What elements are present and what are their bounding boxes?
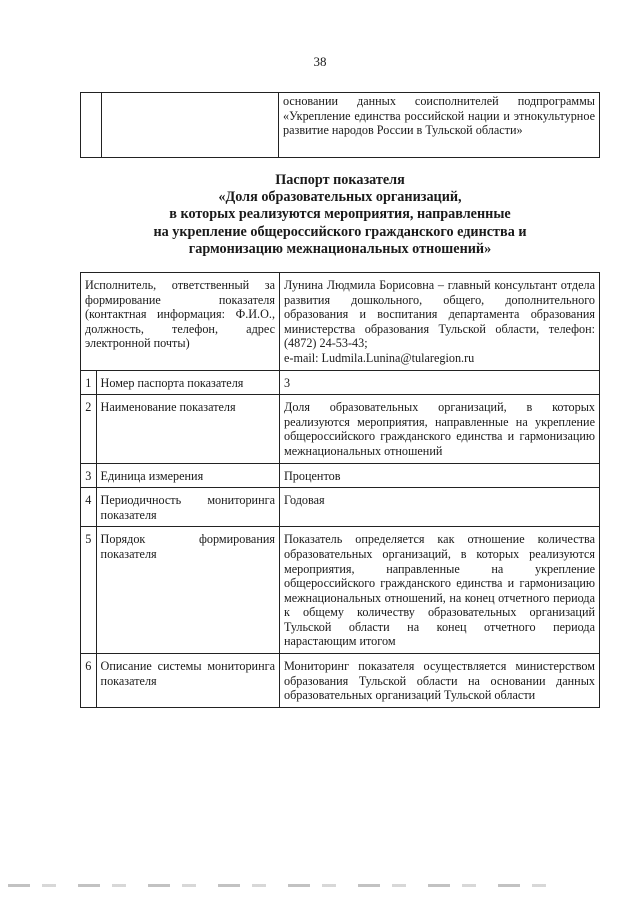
table-row	[81, 370, 600, 395]
passport-title-line: на укрепление общероссийского гражданского единства и	[153, 223, 527, 240]
passport-table	[80, 272, 600, 708]
table-row	[81, 488, 600, 527]
executor-value	[280, 273, 600, 371]
row-value: Процентов	[280, 463, 600, 488]
table-row	[81, 527, 600, 654]
row-number: 5	[81, 527, 97, 654]
continued-label-cell	[102, 93, 279, 158]
passport-title-line: гармонизацию межнациональных отношений»	[188, 240, 492, 257]
row-number: 3	[81, 463, 97, 488]
row-label: Наименование показателя	[96, 395, 279, 463]
row-label: Порядок формирования показателя	[96, 527, 279, 654]
row-label: Периодичность мониторинга показателя	[96, 488, 279, 527]
passport-title-line: «Доля образовательных организаций,	[218, 189, 462, 206]
row-number: 6	[81, 654, 97, 708]
row-number: 4	[81, 488, 97, 527]
row-number: 2	[81, 395, 97, 463]
passport-title	[80, 172, 600, 258]
passport-title-line: в которых реализуются мероприятия, направленные	[169, 206, 511, 223]
row-number: 1	[81, 370, 97, 395]
page-number: 38	[313, 54, 327, 69]
table-row	[81, 273, 600, 371]
executor-label: Исполнитель, ответственный за формирование показателя (контактная информация: Ф.И.О., должность, телефон, адрес электронной почты)	[81, 273, 280, 371]
row-value: Мониторинг показателя осуществляется министерством образования Тульской области на основании данных образовательных организаций Тульской области	[280, 654, 600, 708]
table-row	[81, 654, 600, 708]
table-row	[81, 395, 600, 463]
row-value: 3	[280, 370, 600, 395]
row-label: Единица измерения	[96, 463, 279, 488]
table-row	[81, 463, 600, 488]
row-label: Описание системы мониторинга показателя	[96, 654, 279, 708]
executor-email: e-mail: Ludmila.Lunina@tularegion.ru	[284, 350, 475, 365]
row-value: Годовая	[280, 488, 600, 527]
passport-title-line: Паспорт показателя	[275, 172, 405, 188]
continued-text-cell: основании данных соисполнителей подпрограммы «Укрепление единства российской нации и этнокультурное развитие народов России в Тульской области»	[279, 93, 600, 158]
executor-info: Лунина Людмила Борисовна – главный консультант отдела развития дошкольного, общего, дополнительного образования и воспитания департамента образования министерства образования Тульской области, телефон: (4872) 24-53-43;	[284, 278, 595, 351]
continued-num-cell	[81, 93, 102, 158]
scan-noise-strip	[8, 884, 568, 887]
row-label: Номер паспорта показателя	[96, 370, 279, 395]
row-value: Доля образовательных организаций, в которых реализуются мероприятия, направленные на укрепление общероссийского гражданского единства и гармонизацию межнациональных отношений	[280, 395, 600, 463]
row-value: Показатель определяется как отношение количества образовательных организаций, в которых реализуются мероприятия, направленные на укрепление общероссийского гражданского единства и гармонизацию межнациональных отношений, на конец отчетного периода к общему количеству образовательных организаций Тульской области на конец отчетного периода нарастающим итогом	[280, 527, 600, 654]
continued-table	[80, 92, 600, 158]
